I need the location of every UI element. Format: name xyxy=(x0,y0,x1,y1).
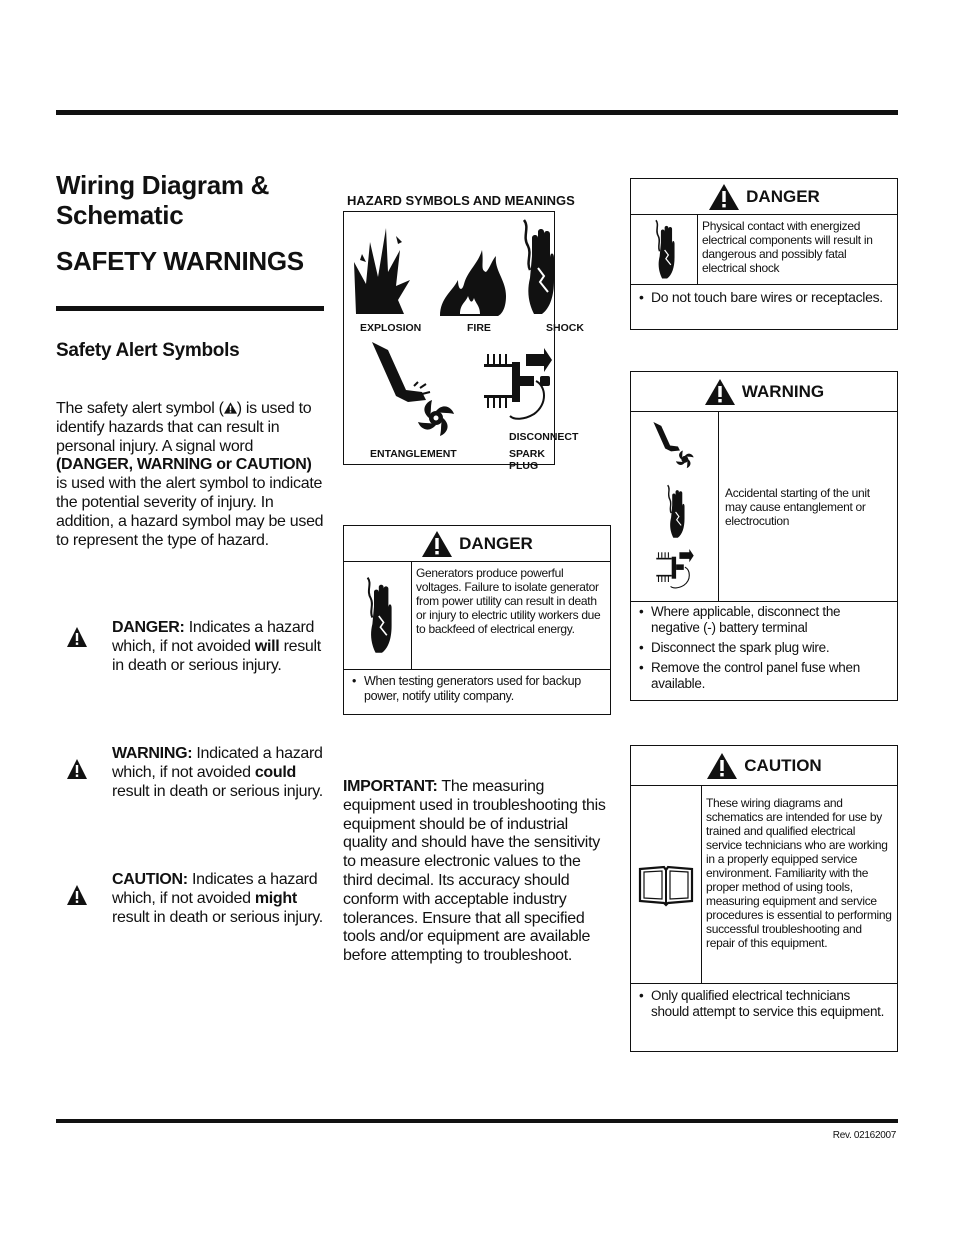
list-item: • Disconnect the spark plug wire. xyxy=(637,640,891,656)
danger-box-pictogram xyxy=(631,215,698,284)
list-item: • Only qualified electrical technicians should attempt to service this equipment. xyxy=(637,988,891,1020)
shock-hand-icon xyxy=(648,219,680,281)
list-item: • Remove the control panel fuse when available. xyxy=(637,660,891,692)
manual-book-icon xyxy=(637,863,695,907)
caution-label: CAUTION: xyxy=(112,871,188,888)
caution-box-bullets xyxy=(631,984,897,1028)
intro-text: is used with the alert symbol to indicate the potential severity of injury. In addition, a hazard symbol may be used to represent the type of hazard. xyxy=(56,475,324,549)
entanglement-label: ENTANGLEMENT xyxy=(370,448,457,460)
danger-text: result in death or serious injury. xyxy=(112,637,321,674)
caution-box-text: These wiring diagrams and schematics are intended for use by trained and qualified electrical service technicians who are working in a properly equipped service environment. Familiarity with the proper method of using tools, measuring equipment and service procedures is essential to performing successful troubleshooting and repair of this equipment. xyxy=(706,796,892,950)
caution-text: Indicates a hazard which, if not avoided xyxy=(112,871,318,907)
entanglement-icon xyxy=(650,421,700,475)
alert-triangle-icon xyxy=(706,752,738,780)
caution-box-pictogram xyxy=(631,786,702,983)
signal-words: (DANGER, WARNING or CAUTION) xyxy=(56,456,312,474)
danger-heading: DANGER xyxy=(746,186,820,206)
alert-triangle-icon xyxy=(708,183,740,211)
danger-box-body xyxy=(631,215,897,285)
warning-label: WARNING: xyxy=(112,745,193,762)
fire-icon xyxy=(436,240,508,318)
shock-label: SHOCK xyxy=(546,322,584,334)
caution-box xyxy=(630,745,898,1052)
list-item: • Where applicable, disconnect the negative (-) battery terminal xyxy=(637,604,891,636)
alert-triangle-icon xyxy=(704,378,736,406)
intro-text: ) is used to identify hazards that can result in personal injury. A signal word xyxy=(56,400,312,455)
warning-box-body xyxy=(631,412,897,602)
warning-alert-icon xyxy=(66,758,88,780)
warning-box-header xyxy=(631,372,897,412)
caution-box-body xyxy=(631,786,897,984)
warning-bold: could xyxy=(254,763,296,781)
intro-text: The safety alert symbol ( xyxy=(56,400,224,417)
alert-triangle-icon xyxy=(224,402,237,414)
warning-text: result in death or serious injury. xyxy=(112,782,323,800)
section-title: SAFETY WARNINGS xyxy=(56,246,304,276)
important-note xyxy=(343,778,613,966)
danger-heading: DANGER xyxy=(459,533,533,553)
danger-label: DANGER: xyxy=(112,619,185,636)
alert-triangle-icon xyxy=(421,530,453,558)
danger-alert-icon xyxy=(66,626,88,648)
warning-heading: WARNING xyxy=(741,381,825,401)
fire-label: FIRE xyxy=(467,322,491,334)
danger-box-pictogram xyxy=(344,562,412,669)
warning-definition xyxy=(112,745,327,801)
list-item: • Do not touch bare wires or receptacles. xyxy=(637,289,891,305)
subsection-title: Safety Alert Symbols xyxy=(56,340,240,361)
page-title: Wiring Diagram & Schematic xyxy=(56,170,270,230)
danger-box-backfeed xyxy=(343,525,611,715)
caution-alert-icon xyxy=(66,884,88,906)
entanglement-icon xyxy=(366,340,466,450)
explosion-icon xyxy=(352,222,412,317)
caution-heading: CAUTION xyxy=(744,755,822,775)
caution-box-header xyxy=(631,746,897,786)
top-rule xyxy=(56,110,898,115)
danger-box-shock xyxy=(630,178,898,330)
danger-box-bullets xyxy=(344,670,610,712)
revision-number: Rev. 02162007 xyxy=(832,1130,896,1141)
danger-box-bullets xyxy=(631,285,897,313)
hazard-symbols-panel xyxy=(343,211,584,472)
shock-hand-icon xyxy=(520,218,554,318)
danger-box-header xyxy=(631,179,897,215)
disconnect-label: DISCONNECT xyxy=(509,431,579,443)
caution-definition xyxy=(112,871,327,927)
danger-box-body xyxy=(344,562,610,670)
spark-plug-disconnect-icon xyxy=(484,348,552,428)
important-text: The measuring equipment used in troubleshooting this equipment should be of industrial quality and should have the sensitivity to measure electronic values to the third decimal. Its accuracy should conform with acceptable industry tolerances. Ensure that all specified tools and/or equipment are available before attempting to troubleshoot. xyxy=(343,778,606,965)
warning-text: Indicated a hazard which, if not avoided xyxy=(112,745,323,781)
danger-box-header xyxy=(344,526,610,562)
shock-hand-icon xyxy=(358,576,398,656)
caution-text: result in death or serious injury. xyxy=(112,908,323,926)
shock-hand-icon xyxy=(660,484,690,540)
spark-plug-disconnect-icon xyxy=(640,549,710,593)
explosion-label: EXPLOSION xyxy=(360,322,422,334)
caution-bold: might xyxy=(254,889,297,907)
title-rule xyxy=(56,306,324,311)
spark-plug-label: SPARK PLUG xyxy=(509,448,545,472)
list-item: • When testing generators used for backup power, notify utility company. xyxy=(350,674,604,704)
danger-box-text: Physical contact with energized electrical components will result in dangerous and possibly fatal electrical shock xyxy=(702,219,873,275)
warning-box-bullets xyxy=(631,602,897,700)
warning-box-pictograms xyxy=(631,412,719,601)
intro-paragraph xyxy=(56,400,326,550)
warning-box-text: Accidental starting of the unit may cause entanglement or electrocution xyxy=(725,485,870,528)
hazard-symbols-title: HAZARD SYMBOLS AND MEANINGS xyxy=(347,193,575,208)
bottom-rule xyxy=(56,1119,898,1123)
danger-definition xyxy=(112,619,327,675)
warning-box xyxy=(630,371,898,701)
important-label: IMPORTANT: xyxy=(343,778,438,795)
danger-text: Indicates a hazard which, if not avoided xyxy=(112,619,315,655)
danger-bold: will xyxy=(254,637,280,655)
danger-box-text: Generators produce powerful voltages. Failure to isolate generator from power utility can result in death or injury to electric utility workers due to backfeed of electrical energy. xyxy=(416,566,601,636)
